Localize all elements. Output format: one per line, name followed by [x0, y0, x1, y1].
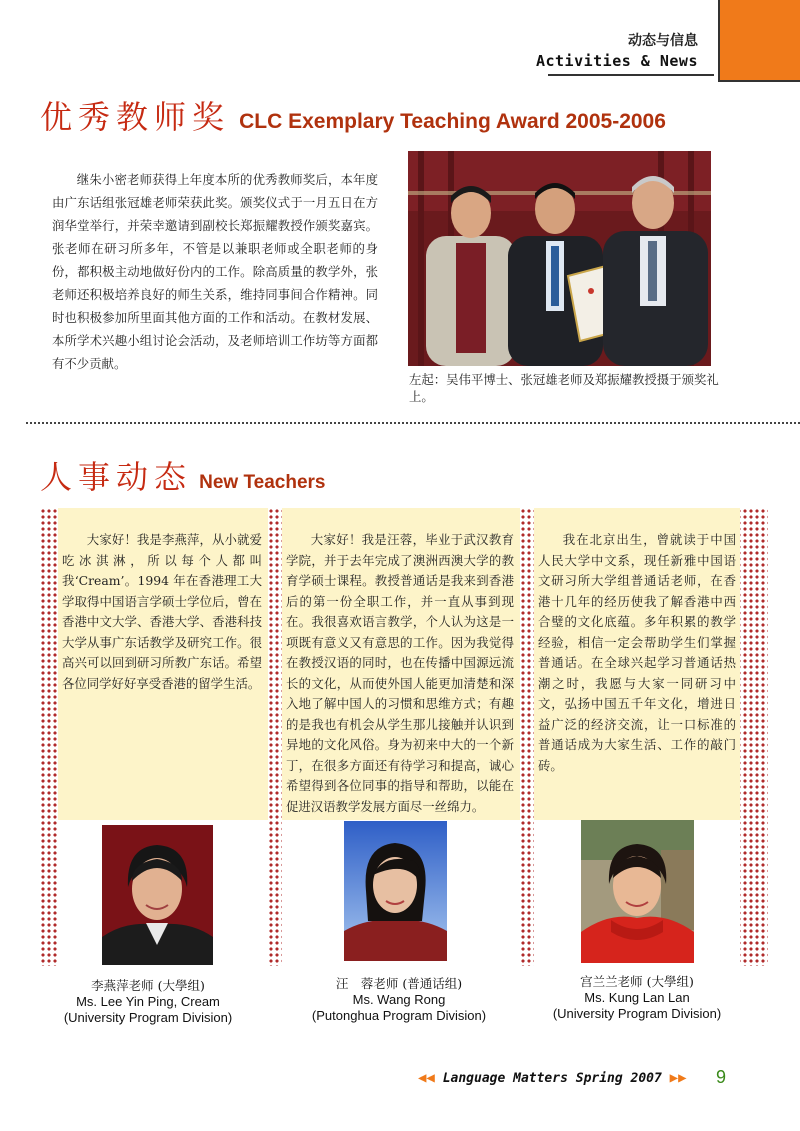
teacher-2-portrait	[344, 821, 447, 961]
teacher-1-caption	[48, 978, 248, 1026]
teacher-3-name-en: Ms. Kung Lan Lan	[584, 990, 690, 1005]
teacher-2-card	[282, 508, 520, 820]
teacher-1-name-en: Ms. Lee Yin Ping, Cream	[76, 994, 220, 1009]
header-section-en: Activities & News	[535, 52, 698, 70]
teacher-3-card	[534, 508, 740, 820]
footer-publication: Language Matters Spring 2007	[442, 1071, 662, 1086]
teacher-3-name-cn: 宫兰兰老师 (大學组)	[580, 974, 694, 989]
header-rule	[548, 74, 714, 76]
header-section-cn: 动态与信息	[628, 33, 698, 49]
teachers-heading	[40, 452, 326, 498]
teacher-1-portrait	[102, 825, 213, 965]
footer-left-arrow-icon: ◀◀	[418, 1070, 435, 1086]
award-title-cn: 优秀教师奖	[40, 98, 231, 136]
teacher-1-card	[58, 508, 268, 820]
footer-publication-line	[418, 1070, 687, 1086]
teacher-3-division: (University Program Division)	[552, 1006, 722, 1021]
teachers-title-cn: 人事动态	[40, 458, 193, 496]
teacher-2-caption	[299, 976, 499, 1024]
teacher-3-bio: 我在北京出生，曾就读于中国人民大学中文系，现任新雅中国语文研习所大学组普通话老师，在香港十几年的经历使我了解香港中西合璧的文化底蕴。多年积累的教学经验，相信一定会帮助学生们掌握普通话。在全球兴起学习普通话热潮之时，我愿与大家一同研习中文，弘扬中国五千年文化，增进日益广泛的经济交流，让一口标准的普通话成为大家生活、工作的敲门砖。	[538, 532, 736, 773]
award-title-en: CLC Exemplary Teaching Award 2005-2006	[239, 110, 666, 133]
teachers-title-en: New Teachers	[199, 472, 326, 493]
page-number: 9	[716, 1067, 727, 1087]
teacher-1-bio: 大家好！我是李燕萍，从小就爱吃冰淇淋，所以每个人都叫我‘Cream’。1994 年在香港理工大学取得中国语言学硕士学位后，曾在香港中文大学、香港大学、香港科技大学从事广东话教学及研究工作。很高兴可以回到研习所教广东话。希望各位同学好好享受香港的留学生活。	[62, 532, 262, 691]
award-body: 继朱小密老师获得上年度本所的优秀教师奖后，本年度由广东话组张冠雄老师荣获此奖。颁奖仪式于一月五日在方润华堂举行，并荣幸邀请到副校长郑振耀教授作颁奖嘉宾。张老师在研习所多年，不管是以兼职老师或全职老师的身份，都积极主动地做好份内的工作。除高质量的教学外，张老师还积极培养良好的师生关系，维持同事间合作精神。同时也积极参加所里面其他方面的工作和活动。在教材发展、本所学术兴趣小组讨论会活动，及老师培训工作坊等方面都有不少贡献。	[52, 172, 378, 371]
corner-color-block	[718, 0, 800, 82]
teacher-1-division: (University Program Division)	[63, 1010, 233, 1025]
award-ceremony-photo	[408, 151, 711, 366]
teacher-1-name-cn: 李燕萍老师 (大學组)	[91, 978, 205, 993]
award-heading	[40, 92, 666, 138]
teacher-2-division: (Putonghua Program Division)	[311, 1008, 487, 1023]
teacher-2-bio: 大家好！我是汪蓉，毕业于武汉教育学院，并于去年完成了澳洲西澳大学的教育学硕士课程。教授普通话是我来到香港后的第一份全职工作，并一直从事到现在。我很喜欢语言教学，个人认为这是一项既有意义又有意思的工作。因为我觉得在教授汉语的同时，也在传播中国源远流长的文化，从而使外国人能更加清楚和深入地了解中国人的习惯和思维方式；有趣的是我也有机会从学生那儿接触并认识到异地的文化风俗。身为初来中大的一个新丁，在很多方面还有待学习和提高，诚心希望得到各位同事的指导和帮助，以能在促进汉语教学发展方面尽一丝绵力。	[286, 532, 514, 814]
teacher-3-portrait	[581, 820, 694, 963]
award-photo-caption: 左起：吴伟平博士、张冠雄老师及郑振耀教授摄于颁奖礼上。	[409, 372, 719, 404]
footer-right-arrow-icon: ▶▶	[669, 1070, 687, 1086]
section-divider	[26, 422, 800, 424]
teacher-2-name-cn: 汪 蓉老师 (普通话组)	[335, 976, 463, 991]
teacher-2-name-en: Ms. Wang Rong	[352, 992, 446, 1007]
teacher-3-caption	[537, 974, 737, 1022]
